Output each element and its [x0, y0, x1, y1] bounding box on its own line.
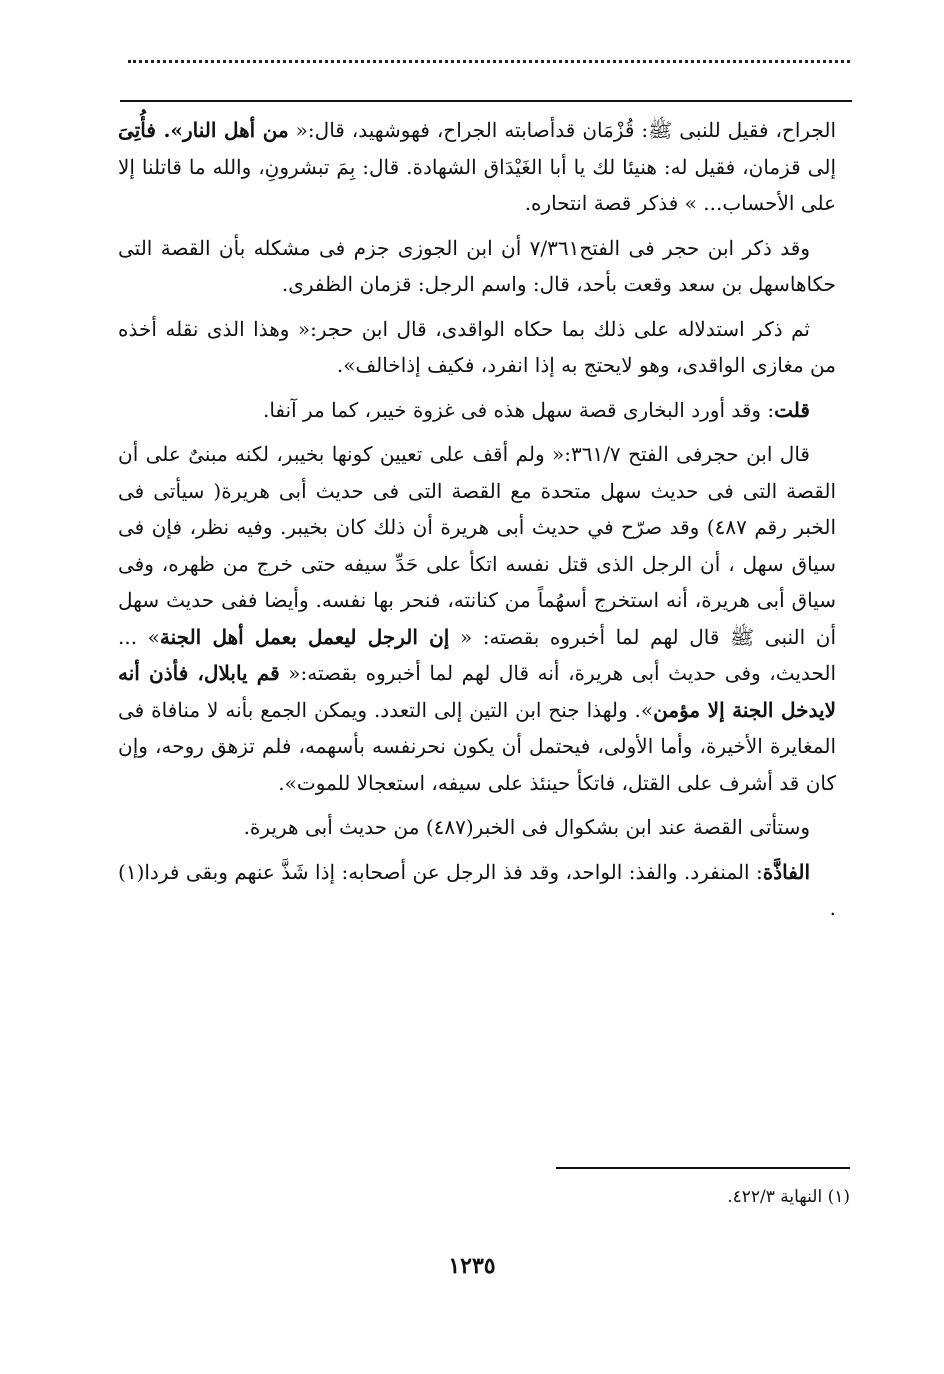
text-run: ». ولهذا جنح ابن التين إلى التعدد. ويمكن الجمع بأنه لا منافاة فى المغايرة الأخيرة، وأما الأولى، فيحتمل أن يكون نحرنفسه بأسهمه، فلم تزهق روحه، وإن كان قد أشرف على القتل، فاتكأ حينئذ على سيفه، استعجالا للموت». — [118, 697, 836, 795]
paragraph-3 — [118, 311, 836, 384]
paragraph-6 — [118, 809, 836, 846]
text-run: ثم ذكر استدلاله على ذلك بما حكاه الواقدى، قال ابن حجر:« وهذا الذى نقله أخذه من مغازى الواقدى، وهو لايحتج به إذا انفرد، فكيف إذاخالف». — [118, 316, 836, 377]
bold-text-run: قلت — [774, 397, 810, 422]
bold-text-run: قم يابلال، فأذن أنه لايدخل الجنة إلا مؤمن — [118, 661, 836, 722]
paragraph-5 — [118, 436, 836, 801]
header-rule — [120, 100, 852, 102]
text-run: وقد ذكر ابن حجر فى الفتح٧/٣٦١ أن ابن الجوزى جزم فى مشكله بأن القصة التى حكاهاسهل بن سعد وقعت بأحد، قال: واسم الرجل: قزمان الظفرى. — [118, 235, 836, 296]
bold-text-run: الفاذَّة — [762, 859, 810, 884]
main-text — [118, 112, 836, 935]
text-run: الجراح، فقيل للنبى ﷺ: قُزْمَان قدأصابته الجراح، فهوشهيد، قال:« — [288, 118, 836, 142]
header-dotted-line — [128, 60, 850, 63]
text-run: » ... الحديث، وفى حديث أبى هريرة، أنه قال لهم لما أخبروه بقصته:« — [118, 624, 836, 685]
text-run: إلى قزمان، فقيل له: هنيئا لك يا أبا الغَيْدَاق الشهادة. قال: بِمَ تبشرونِ، والله ما قاتلنا إلا على الأحساب... » فذكر قصة انتحاره. — [118, 154, 836, 215]
footnote: (١) النهاية ٤٢٢/٣. — [727, 1187, 850, 1207]
paragraph-2 — [118, 230, 836, 303]
footnote-rule — [556, 1167, 850, 1169]
bold-text-run: إن الرجل ليعمل بعمل أهل الجنة — [159, 624, 450, 649]
bold-text-run: ». فأُتِىَ — [118, 118, 183, 142]
text-run: وستأتى القصة عند ابن بشكوال فى الخبر(٤٨٧) من حديث أبى هريرة. — [243, 815, 810, 839]
page-number: ١٢٣٥ — [448, 1253, 496, 1279]
text-run: قال ابن حجرفى الفتح ٣٦١/٧:« ولم أقف على تعيين كونها بخيبر، لكنه مبنىٌ على أن القصة التى فى حديث سهل متحدة مع القصة التى فى حديث أبى هريرة( سيأتى فى الخبر رقم ٤٨٧) وقد صرّح في حديث أبى هريرة أن ذلك كان بخيبر. وفيه نظر، فإن فى سياق سهل ، أن الرجل الذى قتل نفسه اتكأ على حَدِّ سيفه حتى خرج من ظهره، وفى سياق أبى هريرة، أنه استخرج أسهُماً من كنانته، فنحر بها نفسه. وأيضا ففى حديث سهل أن النبى ﷺ قال لهم لما أخبروه بقصته: « — [118, 442, 837, 649]
bold-text-run: من أهل النار — [182, 118, 289, 142]
text-run: : وقد أورد البخارى قصة سهل هذه فى غزوة خيبر، كما مر آنفا. — [262, 397, 775, 422]
paragraph-7 — [118, 854, 836, 927]
text-run: : المنفرد. والفذ: الواحد، وقد فذ الرجل عن أصحابه: إذا شَذَّ عنهم وبقى فردا(١) . — [118, 859, 836, 920]
paragraph-1 — [118, 112, 836, 222]
paragraph-4 — [118, 392, 836, 429]
